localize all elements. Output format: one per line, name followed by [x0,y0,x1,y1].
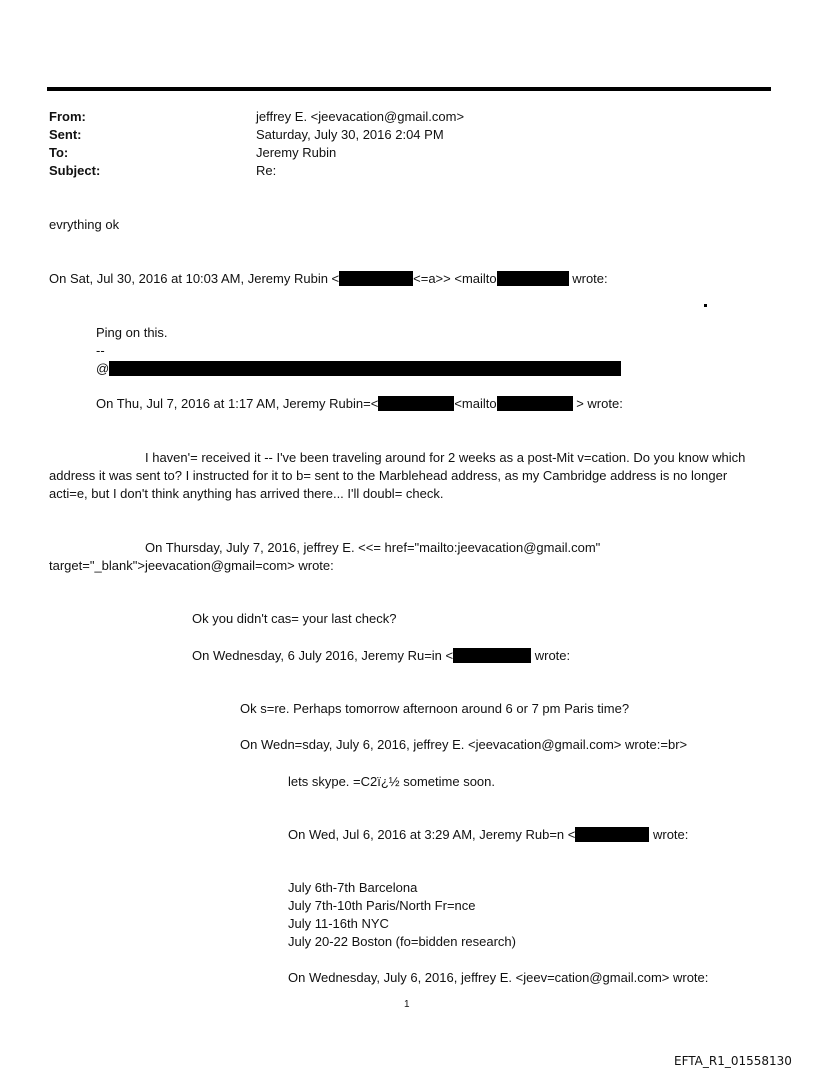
to-label: To: [49,145,69,160]
signature-line: @ [96,360,621,377]
sent-label: Sent: [49,127,82,142]
quote-header-3-cont: target="_blank">jeevacation@gmail=com> wrote: [49,558,334,573]
ping-text: Ping on this. [96,325,168,340]
quote-header-5: On Wedn=sday, July 6, 2016, jeffrey E. <jeevacation@gmail.com> wrote:=br> [240,737,688,752]
redaction-block [575,827,649,842]
paragraph-line: address it was sent to? I instructed for it to b= sent to the Marblehead address, as my Cambridge address is no longer [49,468,728,483]
reply-text: evrything ok [49,217,120,232]
skype-line: lets skype. =C2ï¿½ sometime soon. [288,774,496,789]
redaction-block [497,271,569,286]
check-question: Ok you didn't cas= your last check? [192,611,397,626]
header-divider [47,87,771,91]
itinerary-item: July 11-16th NYC [288,916,389,931]
redaction-block [497,396,573,411]
redaction-block [109,361,621,376]
redaction-block [339,271,413,286]
quote-header-6: On Wed, Jul 6, 2016 at 3:29 AM, Jeremy Rub=n < wrote: [288,827,689,842]
subject-value: Re: [256,163,277,178]
itinerary-item: July 6th-7th Barcelona [288,880,418,895]
paragraph-line: I haven'= received it -- I've been traveling around for 2 weeks as a post-Mit v=cation. Do you know which [145,450,746,465]
sent-value: Saturday, July 30, 2016 2:04 PM [256,127,444,142]
quote-header-2: On Thu, Jul 7, 2016 at 1:17 AM, Jeremy Rubin=< <mailto > wrote: [96,396,623,411]
subject-label: Subject: [49,163,101,178]
ok-reply: Ok s=re. Perhaps tomorrow afternoon around 6 or 7 pm Paris time? [240,701,630,716]
paragraph-line: acti=e, but I don't think anything has arrived there... I'll doubl= check. [49,486,444,501]
itinerary-item: July 20-22 Boston (fo=bidden research) [288,934,516,949]
page-number: 1 [404,999,410,1010]
stray-mark [704,304,707,307]
quote-header-3: On Thursday, July 7, 2016, jeffrey E. <<= href="mailto:jeevacation@gmail.com" [145,540,601,555]
signature-dashes: -- [96,343,105,358]
from-value: jeffrey E. <jeevacation@gmail.com> [256,109,465,124]
quote-header-7: On Wednesday, July 6, 2016, jeffrey E. <jeev=cation@gmail.com> wrote: [288,970,709,985]
redaction-block [378,396,454,411]
to-value: Jeremy Rubin [256,145,337,160]
redaction-block [453,648,531,663]
quote-header-4: On Wednesday, 6 July 2016, Jeremy Ru=in < wrote: [192,648,571,663]
quote-header-1: On Sat, Jul 30, 2016 at 10:03 AM, Jeremy Rubin < <=a>> <mailto wrote: [49,271,608,286]
itinerary-item: July 7th-10th Paris/North Fr=nce [288,898,476,913]
from-label: From: [49,109,86,124]
document-id: EFTA_R1_01558130 [674,1054,792,1068]
